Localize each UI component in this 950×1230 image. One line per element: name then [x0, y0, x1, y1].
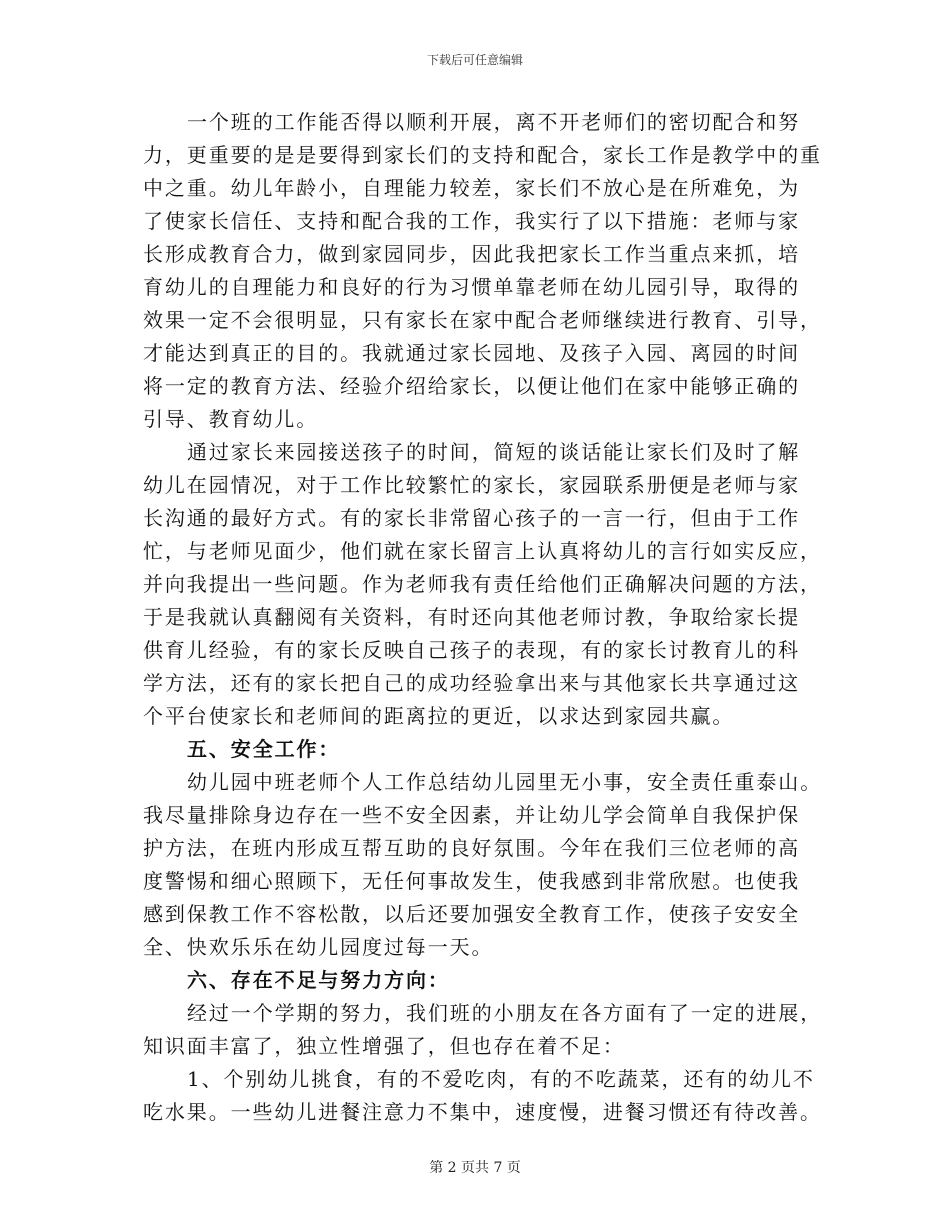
- text-line: 感到保教工作不容松散，以后还要加强安全教育工作，使孩子安安全: [143, 902, 800, 926]
- text-line: 中之重。幼儿年龄小，自理能力较差，家长们不放心是在所难免，为: [143, 176, 800, 200]
- text-line: 育幼儿的自理能力和良好的行为习惯单靠老师在幼儿园引导，取得的: [143, 275, 800, 299]
- paragraph-shortcomings: [143, 997, 823, 1063]
- text-line: 一个班的工作能否得以顺利开展，离不开老师们的密切配合和努: [187, 110, 801, 134]
- page-header: 下载后可任意编辑: [426, 53, 523, 67]
- text-line: 幼儿园中班老师个人工作总结幼儿园里无小事，安全责任重泰山。: [187, 770, 823, 794]
- text-line: 经过一个学期的努力，我们班的小朋友在各方面有了一定的进展，: [187, 1001, 823, 1025]
- paragraph-parent-cooperation: [143, 106, 822, 436]
- text-line: 吃水果。一些幼儿进餐注意力不集中，速度慢，进餐习惯还有待改善。: [143, 1100, 822, 1124]
- text-line: 忙，与老师见面少，他们就在家长留言上认真将幼儿的言行如实反应，: [143, 539, 822, 563]
- text-line: 长形成教育合力，做到家园同步，因此我把家长工作当重点来抓，培: [143, 242, 800, 266]
- text-line: 度警惕和细心照顾下，无任何事故发生，使我感到非常欣慰。也使我: [143, 869, 800, 893]
- text-line: 长沟通的最好方式。有的家长非常留心孩子的一言一行，但由于工作: [143, 506, 800, 530]
- section-heading-shortcomings: 六、存在不足与努力方向：: [187, 968, 450, 992]
- text-line: 了使家长信任、支持和配合我的工作，我实行了以下措施：老师与家: [143, 209, 800, 233]
- text-line: 1、个别幼儿挑食，有的不爱吃肉，有的不吃蔬菜，还有的幼儿不: [187, 1067, 815, 1091]
- text-line: 才能达到真正的目的。我就通过家长园地、及孩子入园、离园的时间: [143, 341, 800, 365]
- paragraph-parent-communication: [143, 436, 822, 733]
- text-line: 我尽量排除身边存在一些不安全因素，并让幼儿学会简单自我保护保: [143, 803, 800, 827]
- text-line: 幼儿在园情况，对于工作比较繁忙的家长，家园联系册便是老师与家: [143, 473, 800, 497]
- text-line: 通过家长来园接送孩子的时间，简短的谈话能让家长们及时了解: [187, 440, 801, 464]
- list-item: [143, 1063, 822, 1129]
- text-line: 引导、教育幼儿。: [143, 407, 319, 431]
- text-line: 护方法，在班内形成互帮互助的良好氛围。今年在我们三位老师的高: [143, 836, 800, 860]
- text-line: 学方法，还有的家长把自己的成功经验拿出来与其他家长共享通过这: [143, 671, 800, 695]
- document-body: [143, 106, 823, 1129]
- text-line: 效果一定不会很明显，只有家长在家中配合老师继续进行教育、引导，: [143, 308, 822, 332]
- text-line: 将一定的教育方法、经验介绍给家长，以便让他们在家中能够正确的: [143, 374, 800, 398]
- text-line: 于是我就认真翻阅有关资料，有时还向其他老师讨教，争取给家长提: [143, 605, 800, 629]
- text-line: 全、快欢乐乐在幼儿园度过每一天。: [143, 935, 494, 959]
- text-line: 个平台使家长和老师间的距离拉的更近，以求达到家园共赢。: [143, 704, 735, 728]
- text-line: 供育儿经验，有的家长反映自己孩子的表现，有的家长讨教育儿的科: [143, 638, 800, 662]
- section-heading-safety: 五、安全工作：: [187, 737, 341, 761]
- text-line: 知识面丰富了，独立性增强了，但也存在着不足：: [143, 1034, 625, 1058]
- paragraph-safety: [143, 766, 823, 964]
- text-line: 并向我提出一些问题。作为老师我有责任给他们正确解决问题的方法，: [143, 572, 822, 596]
- text-line: 力，更重要的是是要得到家长们的支持和配合，家长工作是教学中的重: [143, 143, 822, 167]
- page-number: 第 2 页共 7 页: [429, 1160, 521, 1176]
